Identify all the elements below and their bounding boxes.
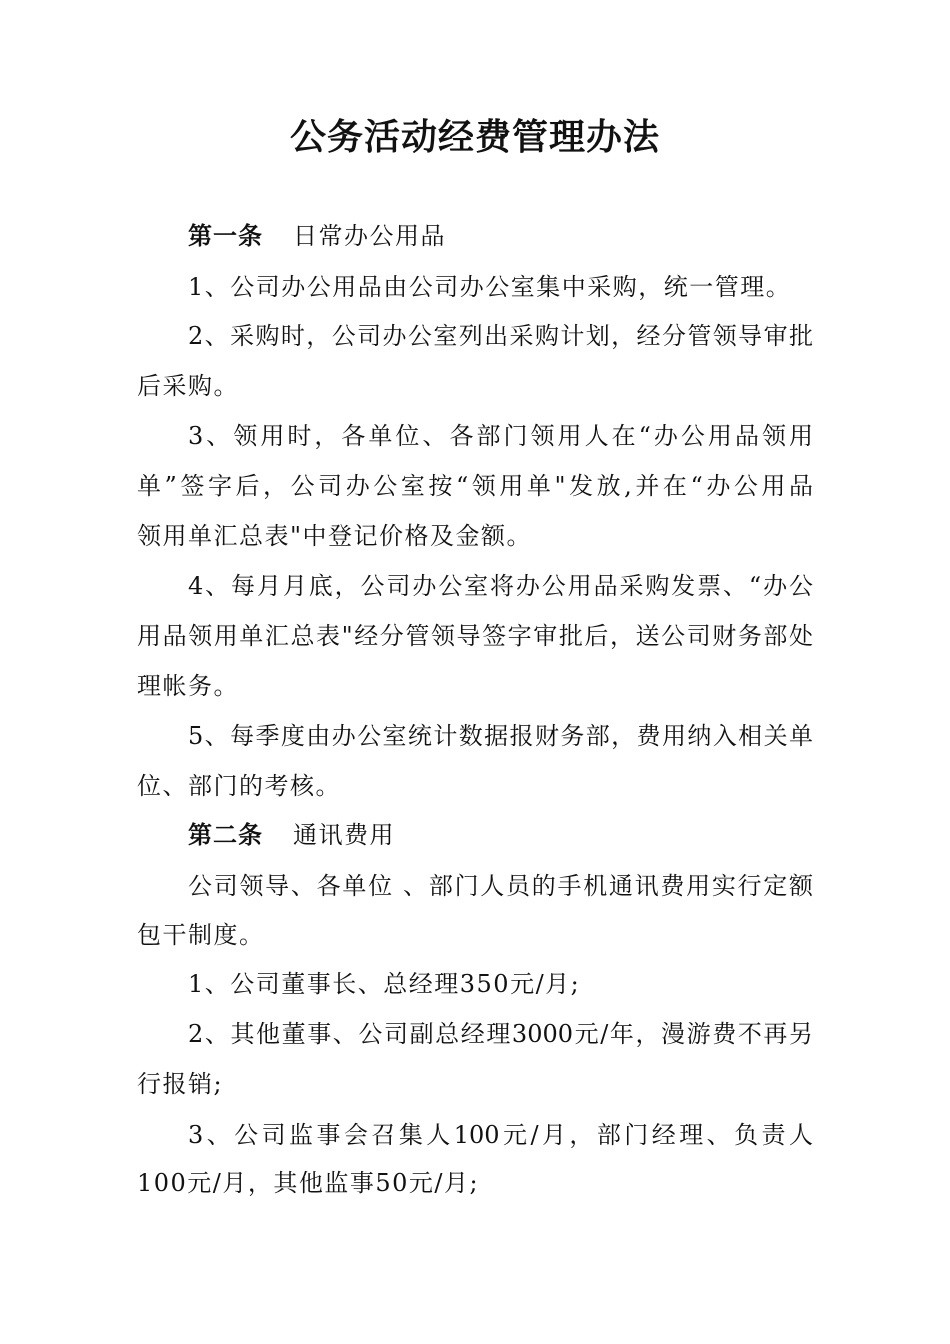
paragraph-line: 1、公司办公用品由公司办公室集中采购，统一管理。	[188, 273, 792, 301]
paragraph-line: 领用单汇总表"中登记价格及金额。	[137, 522, 533, 550]
document-title: 公务活动经费管理办法	[289, 117, 660, 158]
article-2-label: 第二条	[188, 821, 263, 849]
article-1-heading	[188, 220, 446, 252]
paragraph-line: 3、领用时，各单位、各部门领用人在“办公用品领用	[188, 422, 813, 450]
paragraph-line: 后采购。	[137, 372, 239, 400]
paragraph-line: 行报销;	[137, 1070, 224, 1098]
paragraph-line: 5、每季度由办公室统计数据报财务部，费用纳入相关单	[188, 722, 813, 750]
article-2-title: 通讯费用	[293, 821, 395, 849]
paragraph-line: 位、部门的考核。	[137, 772, 341, 800]
paragraph-line: 2、采购时，公司办公室列出采购计划，经分管领导审批	[188, 322, 813, 350]
paragraph-line: 1、公司董事长、总经理350元/月;	[188, 970, 581, 998]
article-1-label: 第一条	[188, 222, 263, 250]
paragraph-line: 用品领用单汇总表"经分管领导签字审批后，送公司财务部处	[137, 622, 813, 650]
article-2-heading	[188, 819, 395, 851]
article-1-title: 日常办公用品	[293, 222, 446, 250]
paragraph-line: 2、其他董事、公司副总经理3000元/年，漫游费不再另	[188, 1020, 813, 1048]
paragraph-line: 4、每月月底，公司办公室将办公用品采购发票、“办公	[188, 572, 813, 600]
paragraph-line: 3、公司监事会召集人100元/月，部门经理、负责人	[188, 1121, 813, 1149]
paragraph-line: 公司领导、各单位 、部门人员的手机通讯费用实行定额	[188, 872, 813, 900]
paragraph-line: 100元/月，其他监事50元/月;	[137, 1169, 480, 1197]
paragraph-line: 包干制度。	[137, 921, 265, 949]
paragraph-line: 单”签字后，公司办公室按“领用单"发放,并在“办公用品	[137, 472, 813, 500]
paragraph-line: 理帐务。	[137, 672, 239, 700]
